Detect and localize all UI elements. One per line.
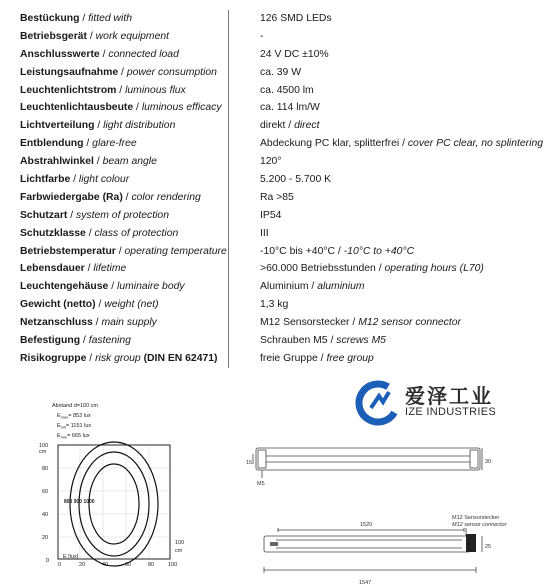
spec-row — [20, 207, 554, 225]
emin-label: $E_{min}= 665$ lux — [57, 433, 90, 440]
spec-key: Leuchtenlichtausbeute / luminous efficacy — [20, 102, 222, 114]
logo-chinese-text: 爱泽工业 — [405, 384, 493, 408]
spec-value-en: M12 sensor connector — [358, 317, 461, 329]
spec-row — [20, 82, 554, 100]
spec-val — [260, 153, 282, 171]
spec-label-suffix: (DIN EN 62471) — [140, 352, 218, 364]
spec-val: Aluminium / aluminium — [260, 281, 365, 293]
spec-value: -10°C bis +40°C — [260, 245, 336, 257]
x-tick: 40 — [102, 562, 109, 568]
emax-label: $E_{max}= 853$ lux — [57, 413, 91, 420]
y-tick: 40 — [42, 512, 49, 518]
spec-key: Schutzart / system of protection — [20, 209, 169, 221]
spec-row — [20, 135, 554, 153]
spec-label-de: Farbwiedergabe (Ra) — [20, 191, 123, 203]
spec-row — [20, 189, 554, 207]
spec-row — [20, 314, 554, 332]
spec-value: 24 V DC ±10% — [260, 48, 329, 60]
spec-row — [20, 350, 554, 368]
spec-key: Entblendung / glare-free — [20, 138, 137, 150]
thread-label: M5 — [257, 481, 265, 487]
spec-label-de: Anschlusswerte — [20, 48, 100, 60]
spec-label-de: Lebensdauer — [20, 263, 85, 275]
spec-key: Farbwiedergabe (Ra) / color rendering — [20, 191, 201, 203]
spec-label-de: Befestigung — [20, 335, 81, 347]
spec-value: ca. 4500 lm — [260, 84, 314, 96]
spec-value: 120° — [260, 156, 282, 168]
column-divider — [228, 10, 229, 368]
spec-row — [20, 153, 554, 171]
spec-val: M12 Sensorstecker / M12 sensor connector — [260, 317, 461, 329]
x-right-unit: cm — [175, 548, 183, 554]
spec-key: Befestigung / fastening — [20, 335, 131, 347]
spec-label-de: Schutzklasse — [20, 227, 86, 239]
spec-label-de: Lichtverteilung — [20, 120, 95, 132]
spec-value: 1,3 kg — [260, 299, 289, 311]
spec-val — [260, 296, 288, 314]
spec-val — [260, 171, 331, 189]
spec-value-en: screws M5 — [336, 335, 386, 347]
spec-value: ca. 39 W — [260, 66, 301, 78]
spec-value: Abdeckung PC klar, splitterfrei — [260, 138, 400, 150]
spec-label-de: Leuchtengehäuse — [20, 281, 109, 293]
isolux-title: Abstand d=100 cm — [52, 403, 99, 409]
spec-key: Netzanschluss / main supply — [20, 317, 157, 329]
contour-levels: 800 900 1000 — [64, 499, 95, 505]
x-tick: 60 — [125, 562, 132, 568]
spec-value: Ra >85 — [260, 191, 294, 203]
spec-label-en: system of protection — [76, 209, 169, 221]
connector-label-en: M12 sensor connector — [452, 522, 507, 528]
y-tick: 100 — [39, 443, 49, 449]
spec-value: direkt — [260, 120, 286, 132]
spec-label-en: fastening — [88, 335, 131, 347]
spec-label-en: class of protection — [94, 227, 179, 239]
spec-value-en: -10°C to +40°C — [343, 245, 415, 257]
isolux-diagram — [30, 398, 200, 586]
spec-key: Anschlusswerte / connected load — [20, 48, 179, 60]
spec-row — [20, 296, 554, 314]
spec-label-en: luminaire body — [117, 281, 185, 293]
spec-key: Betriebsgerät / work equipment — [20, 30, 170, 42]
x-tick: 0 — [58, 562, 62, 568]
spec-row — [20, 46, 554, 64]
m12-connector — [466, 534, 476, 552]
ize-logo-icon — [355, 380, 401, 426]
spec-key: Lichtverteilung / light distribution — [20, 120, 176, 132]
spec-key: Lebensdauer / lifetime — [20, 263, 127, 275]
spec-value: ca. 114 lm/W — [260, 102, 320, 114]
spec-key: Bestückung / fitted with — [20, 13, 133, 24]
spec-label-en: work equipment — [95, 30, 170, 42]
spec-key: Abstrahlwinkel / beam angle — [20, 156, 157, 168]
spec-key: Leistungsaufnahme / power consumption — [20, 66, 217, 78]
spec-val — [260, 225, 269, 243]
spec-label-en: fitted with — [88, 13, 133, 24]
spec-val — [260, 10, 332, 28]
spec-row — [20, 225, 554, 243]
spec-val — [260, 189, 294, 207]
top-left-dimension: 15 — [246, 460, 253, 466]
spec-key: Risikogruppe / risk group (DIN EN 62471) — [20, 352, 218, 364]
spec-label-de: Entblendung — [20, 138, 84, 150]
spec-val — [260, 46, 329, 64]
spec-key: Schutzklasse / class of protection — [20, 227, 179, 239]
spec-row — [20, 171, 554, 189]
spec-row — [20, 260, 554, 278]
spec-val — [260, 99, 320, 117]
spec-label-en: light colour — [78, 174, 130, 186]
spec-value-en: free group — [326, 352, 374, 364]
dimension-drawings — [240, 430, 554, 586]
spec-row — [20, 278, 554, 296]
isolux-contour-1000 — [89, 464, 139, 544]
spec-label-en: operating temperature — [124, 245, 227, 257]
spec-label-en: luminous efficacy — [141, 102, 222, 114]
y-tick: 80 — [42, 466, 49, 472]
spec-label-en: beam angle — [102, 156, 157, 168]
spec-label-de: Betriebstemperatur — [20, 245, 116, 257]
spec-label-en: main supply — [101, 317, 157, 329]
spec-table — [20, 10, 554, 368]
spec-key: Gewicht (netto) / weight (net) — [20, 299, 159, 311]
x-unit: E [lux] — [63, 554, 79, 560]
spec-val: -10°C bis +40°C / -10°C to +40°C — [260, 245, 415, 257]
x-tick: 100 — [168, 562, 178, 568]
spec-label-de: Abstrahlwinkel — [20, 156, 94, 168]
side-view-drawing — [264, 528, 482, 573]
spec-value-en: cover PC clear, no splintering — [407, 138, 544, 150]
x-tick: 80 — [148, 562, 155, 568]
spec-label-de: Leuchtenlichtausbeute — [20, 102, 134, 114]
inner-length-dimension: 1520 — [360, 522, 373, 528]
spec-row — [20, 10, 554, 28]
end-cap — [270, 542, 278, 546]
spec-label-de: Netzanschluss — [20, 317, 93, 329]
spec-val: freie Gruppe / free group — [260, 352, 374, 364]
logo-english-text: IZE INDUSTRIES — [405, 406, 496, 418]
spec-val: Abdeckung PC klar, splitterfrei / cover PC clear, no splintering — [260, 138, 544, 150]
spec-label-en: power consumption — [126, 66, 217, 78]
spec-label-en: glare-free — [92, 138, 137, 150]
y-tick: 60 — [42, 489, 49, 495]
spec-value-en: operating hours (L70) — [384, 263, 484, 275]
y-tick: 20 — [42, 535, 49, 541]
spec-val — [260, 64, 301, 82]
spec-val: >60.000 Betriebsstunden / operating hours (L70) — [260, 263, 484, 275]
spec-value: IP54 — [260, 209, 282, 221]
spec-val — [260, 82, 314, 100]
spec-val — [260, 28, 263, 46]
spec-label-de: Betriebsgerät — [20, 30, 87, 42]
spec-value: - — [260, 30, 264, 42]
spec-value: III — [260, 227, 269, 239]
top-height-dimension: 30 — [485, 459, 492, 465]
emit-label: $E_{mit}= 1151$ lux — [57, 423, 92, 430]
spec-row — [20, 243, 554, 261]
spec-label-de: Schutzart — [20, 209, 68, 221]
spec-value: 5.200 - 5.700 K — [260, 174, 332, 186]
spec-label-de: Leistungsaufnahme — [20, 66, 119, 78]
spec-row — [20, 117, 554, 135]
spec-value-en: aluminium — [317, 281, 365, 293]
spec-key: Betriebstemperatur / operating temperature — [20, 245, 227, 257]
top-view-drawing — [253, 448, 482, 478]
x-tick: 20 — [79, 562, 86, 568]
y-unit: cm — [39, 449, 47, 455]
spec-key: Leuchtenlichtstrom / luminous flux — [20, 84, 186, 96]
side-height-dimension: 25 — [485, 544, 492, 550]
spec-label-de: Leuchtenlichtstrom — [20, 84, 117, 96]
spec-label-en: color rendering — [131, 191, 201, 203]
spec-value: >60.000 Betriebsstunden — [260, 263, 376, 275]
x-right-label: 100 — [175, 540, 185, 546]
spec-row — [20, 332, 554, 350]
spec-row — [20, 99, 554, 117]
spec-value: Aluminium — [260, 281, 309, 293]
spec-label-en: weight (net) — [104, 299, 159, 311]
y-tick: 0 — [46, 558, 50, 564]
spec-value-en: direct — [294, 120, 320, 132]
spec-value: Schrauben M5 — [260, 335, 328, 347]
spec-row — [20, 64, 554, 82]
connector-label-de: M12 Sensorstecker — [452, 515, 500, 521]
spec-label-en: risk group — [95, 352, 141, 364]
spec-label-de: Gewicht (netto) — [20, 299, 96, 311]
spec-label-de: Lichtfarbe — [20, 174, 71, 186]
spec-key: Leuchtengehäuse / luminaire body — [20, 281, 185, 293]
spec-label-de: Bestückung — [20, 13, 80, 24]
spec-key: Lichtfarbe / light colour — [20, 174, 130, 186]
total-length-dimension: 1547 — [359, 580, 372, 586]
spec-val — [260, 207, 281, 225]
spec-value: M12 Sensorstecker — [260, 317, 350, 329]
spec-row — [20, 28, 554, 46]
spec-value: 126 SMD LEDs — [260, 13, 332, 24]
spec-label-en: luminous flux — [125, 84, 186, 96]
spec-val: Schrauben M5 / screws M5 — [260, 335, 386, 347]
spec-label-en: light distribution — [103, 120, 176, 132]
spec-label-en: connected load — [108, 48, 179, 60]
spec-val: direkt / direct — [260, 120, 320, 132]
spec-label-de: Risikogruppe — [20, 352, 87, 364]
spec-label-en: lifetime — [93, 263, 127, 275]
spec-value: freie Gruppe — [260, 352, 318, 364]
brand-logo — [353, 378, 533, 430]
